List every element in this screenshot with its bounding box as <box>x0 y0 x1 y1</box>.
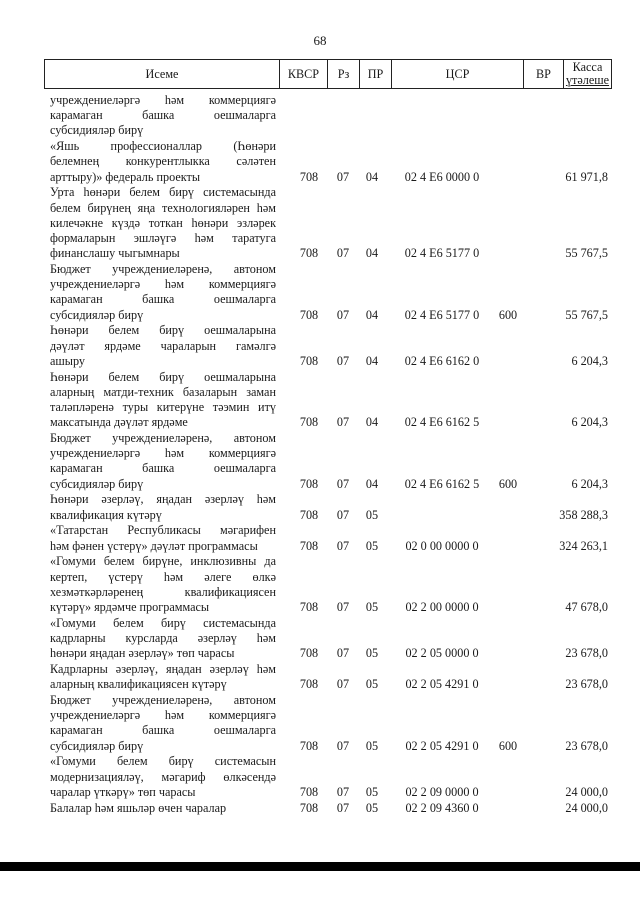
cell-rz: 07 <box>336 507 350 522</box>
table-row <box>50 139 610 185</box>
row-name-line: субсидияләр бирү <box>50 307 144 322</box>
row-name-line: Бюджет учреждениеләренә, автоном <box>50 693 276 707</box>
cell-csr: 02 2 00 0000 0 <box>405 600 479 615</box>
cell-csr: 02 4 E6 6162 0 <box>404 353 480 368</box>
table-row <box>50 492 610 522</box>
cell-pr: 04 <box>365 169 379 184</box>
row-name <box>50 554 276 615</box>
cell-vr: 600 <box>498 307 518 322</box>
row-name-line: «Гомуми белем бирү системасын <box>50 754 276 769</box>
row-name-line: Һөнәри белем бирү оешмаларына <box>50 323 276 338</box>
row-name-line: белемнең конкурентлыкка сәләтен <box>50 154 276 169</box>
row-name <box>50 139 276 185</box>
cell-kassa: 324 263,1 <box>559 538 608 553</box>
row-name-line: «Татарстан Республикасы мәгарифен <box>50 523 276 538</box>
row-name-line: кертеп, үстерү һәм әлеге өлкә <box>50 569 276 584</box>
row-name-line: аларның матди-техник базаларын заман <box>50 384 276 399</box>
row-name-line: квалификация күтәрү <box>50 507 162 522</box>
header-kvsr: КВСР <box>279 60 327 88</box>
row-name-line: Бюджет учреждениеләренә, автоном <box>50 262 276 276</box>
cell-rz: 07 <box>336 600 350 615</box>
table-row <box>50 262 610 323</box>
header-kassa-line1: Касса <box>572 60 603 74</box>
row-name-line: карамаган башка оешмаларга <box>50 292 276 307</box>
row-name <box>50 523 276 553</box>
table-row <box>50 93 610 139</box>
row-name-line: «Гомуми белем бирүне, инклюзивны да <box>50 554 276 569</box>
row-name-line: Балалар һәм яшьләр өчен чаралар <box>50 800 227 815</box>
row-name-line: карамаган башка оешмаларга <box>50 461 276 476</box>
cell-kvsr: 708 <box>299 677 319 692</box>
cell-pr: 05 <box>365 507 379 522</box>
page-number: 68 <box>313 33 327 48</box>
header-pr: ПР <box>359 60 391 88</box>
cell-rz: 07 <box>336 784 350 799</box>
cell-kassa: 23 678,0 <box>565 646 608 661</box>
cell-pr: 05 <box>365 677 379 692</box>
cell-rz: 07 <box>336 677 350 692</box>
cell-pr: 05 <box>365 784 379 799</box>
row-name-line: максатында дәүләт ярдәме <box>50 415 188 430</box>
row-name-line: хезмәткәрләренең квалификациясен <box>50 584 276 599</box>
row-name <box>50 93 276 139</box>
cell-kvsr: 708 <box>299 476 319 491</box>
header-kassa-line2: үтәлеше <box>565 73 610 87</box>
cell-kassa: 24 000,0 <box>565 800 608 815</box>
row-name-line: учреждениеләргә һәм коммерциягә <box>50 446 276 461</box>
row-name-line: субсидияләр бирү <box>50 738 144 753</box>
row-name-line: учреждениеләргә һәм коммерциягә <box>50 277 276 292</box>
row-name-line: Кадрларны әзерләү, яңадан әзерләү һәм <box>50 662 276 676</box>
row-name <box>50 370 276 431</box>
row-name <box>50 185 276 261</box>
cell-csr: 02 2 05 0000 0 <box>405 646 479 661</box>
table-row <box>50 323 610 369</box>
cell-kvsr: 708 <box>299 307 319 322</box>
cell-pr: 04 <box>365 246 379 261</box>
row-name-line: «Яшь профессионаллар (Һөнәри <box>50 139 276 154</box>
row-name-line: формаларын эшләүгә һәм таратуга <box>50 230 276 245</box>
cell-kvsr: 708 <box>299 646 319 661</box>
cell-vr: 600 <box>498 476 518 491</box>
cell-rz: 07 <box>336 353 350 368</box>
row-name <box>50 693 276 754</box>
row-name-line: карамаган башка оешмаларга <box>50 108 276 123</box>
table-row <box>50 662 610 692</box>
header-name: Исеме <box>145 66 179 81</box>
row-name <box>50 262 276 323</box>
cell-kvsr: 708 <box>299 169 319 184</box>
table-row <box>50 693 610 754</box>
cell-kvsr: 708 <box>299 353 319 368</box>
header-kassa <box>563 60 611 88</box>
cell-kvsr: 708 <box>299 246 319 261</box>
cell-kvsr: 708 <box>299 738 319 753</box>
cell-rz: 07 <box>336 538 350 553</box>
row-name-line: Һөнәри әзерләү, яңадан әзерләү һәм <box>50 492 276 507</box>
cell-pr: 05 <box>365 600 379 615</box>
row-name-line: арттыру)» федераль проекты <box>50 169 201 184</box>
cell-kassa: 6 204,3 <box>571 353 608 368</box>
cell-pr: 05 <box>365 646 379 661</box>
row-name-line: учреждениеләргә һәм коммерциягә <box>50 708 276 723</box>
cell-rz: 07 <box>336 307 350 322</box>
cell-pr: 05 <box>365 738 379 753</box>
row-name-line: субсидияләр бирү <box>50 123 144 138</box>
row-name-line: учреждениеләргә һәм коммерциягә <box>50 93 276 107</box>
cell-csr: 02 2 09 4360 0 <box>405 800 479 815</box>
cell-csr: 02 2 09 0000 0 <box>405 784 479 799</box>
scan-border <box>0 862 640 871</box>
row-name-line: чаралар үткәрү» төп чарасы <box>50 784 196 799</box>
row-name-line: килечәкне күздә тоткан һөнәри эзләрек <box>50 215 276 230</box>
row-name-line: модернизацияләү, мәгариф өлкәсендә <box>50 769 276 784</box>
row-name-line: «Гомуми белем бирү системасында <box>50 615 276 630</box>
cell-kassa: 24 000,0 <box>565 784 608 799</box>
cell-kassa: 23 678,0 <box>565 677 608 692</box>
table-row <box>50 431 610 492</box>
cell-kassa: 61 971,8 <box>565 169 608 184</box>
header-csr: ЦСР <box>391 60 523 88</box>
cell-kassa: 6 204,3 <box>571 476 608 491</box>
cell-csr: 02 4 E6 6162 5 <box>404 415 480 430</box>
row-name-line: дәүләт ярдәме чараларын гамәлгә <box>50 338 276 353</box>
cell-csr: 02 4 E6 0000 0 <box>404 169 480 184</box>
row-name <box>50 323 276 369</box>
header-vr: ВР <box>523 60 563 88</box>
cell-rz: 07 <box>336 415 350 430</box>
table-row <box>50 185 610 261</box>
row-name-line: кадрларны курсларда әзерләү һәм <box>50 630 276 645</box>
cell-csr: 02 2 05 4291 0 <box>405 738 479 753</box>
cell-csr: 02 2 05 4291 0 <box>405 677 479 692</box>
cell-kvsr: 708 <box>299 784 319 799</box>
cell-rz: 07 <box>336 646 350 661</box>
table-row <box>50 754 610 800</box>
row-name <box>50 616 276 662</box>
row-name-line: ашыру <box>50 353 86 368</box>
cell-pr: 04 <box>365 307 379 322</box>
row-name-line: һәм фәнен үстерү» дәүләт программасы <box>50 538 258 553</box>
cell-kvsr: 708 <box>299 800 319 815</box>
row-name-line: субсидияләр бирү <box>50 476 144 491</box>
cell-kassa: 23 678,0 <box>565 738 608 753</box>
cell-kassa: 55 767,5 <box>565 307 608 322</box>
row-name <box>50 492 276 522</box>
cell-kassa: 6 204,3 <box>571 415 608 430</box>
row-name-line: күтәрү» ярдәмче программасы <box>50 599 210 614</box>
cell-pr: 04 <box>365 415 379 430</box>
cell-csr: 02 0 00 0000 0 <box>405 538 479 553</box>
row-name <box>50 754 276 800</box>
cell-kassa: 358 288,3 <box>559 507 608 522</box>
cell-pr: 04 <box>365 353 379 368</box>
cell-rz: 07 <box>336 476 350 491</box>
row-name-line: аларның квалификациясен күтәрү <box>50 677 227 692</box>
table-header <box>44 59 612 89</box>
table-row <box>50 801 610 816</box>
cell-kassa: 55 767,5 <box>565 246 608 261</box>
row-name-line: финанслашу чыгымнары <box>50 246 180 261</box>
cell-kvsr: 708 <box>299 538 319 553</box>
row-name-line: Һөнәри белем бирү оешмаларына <box>50 369 276 384</box>
table-row <box>50 554 610 615</box>
row-name <box>50 801 276 816</box>
cell-csr: 02 4 E6 5177 0 <box>404 307 480 322</box>
cell-kassa: 47 678,0 <box>565 600 608 615</box>
cell-vr: 600 <box>498 738 518 753</box>
cell-rz: 07 <box>336 246 350 261</box>
row-name-line: һөнәри яңадан әзерләү» төп чарасы <box>50 646 235 661</box>
cell-rz: 07 <box>336 169 350 184</box>
cell-pr: 05 <box>365 800 379 815</box>
cell-kvsr: 708 <box>299 600 319 615</box>
cell-pr: 04 <box>365 476 379 491</box>
cell-kvsr: 708 <box>299 415 319 430</box>
table-row <box>50 523 610 553</box>
row-name-line: карамаган башка оешмаларга <box>50 723 276 738</box>
cell-rz: 07 <box>336 738 350 753</box>
row-name <box>50 662 276 692</box>
cell-rz: 07 <box>336 800 350 815</box>
cell-csr: 02 4 E6 5177 0 <box>404 246 480 261</box>
cell-pr: 05 <box>365 538 379 553</box>
row-name <box>50 431 276 492</box>
row-name-line: таләпләренә туры китерүне тәэмин итү <box>50 399 276 414</box>
row-name-line: белем бирүнең яңа технологияләрен һәм <box>50 200 276 215</box>
table-row <box>50 370 610 431</box>
row-name-line: Урта һөнәри белем бирү системасында <box>50 185 276 200</box>
cell-kvsr: 708 <box>299 507 319 522</box>
table-row <box>50 616 610 662</box>
cell-csr: 02 4 E6 6162 5 <box>404 476 480 491</box>
header-rz: Рз <box>327 60 359 88</box>
row-name-line: Бюджет учреждениеләренә, автоном <box>50 431 276 445</box>
